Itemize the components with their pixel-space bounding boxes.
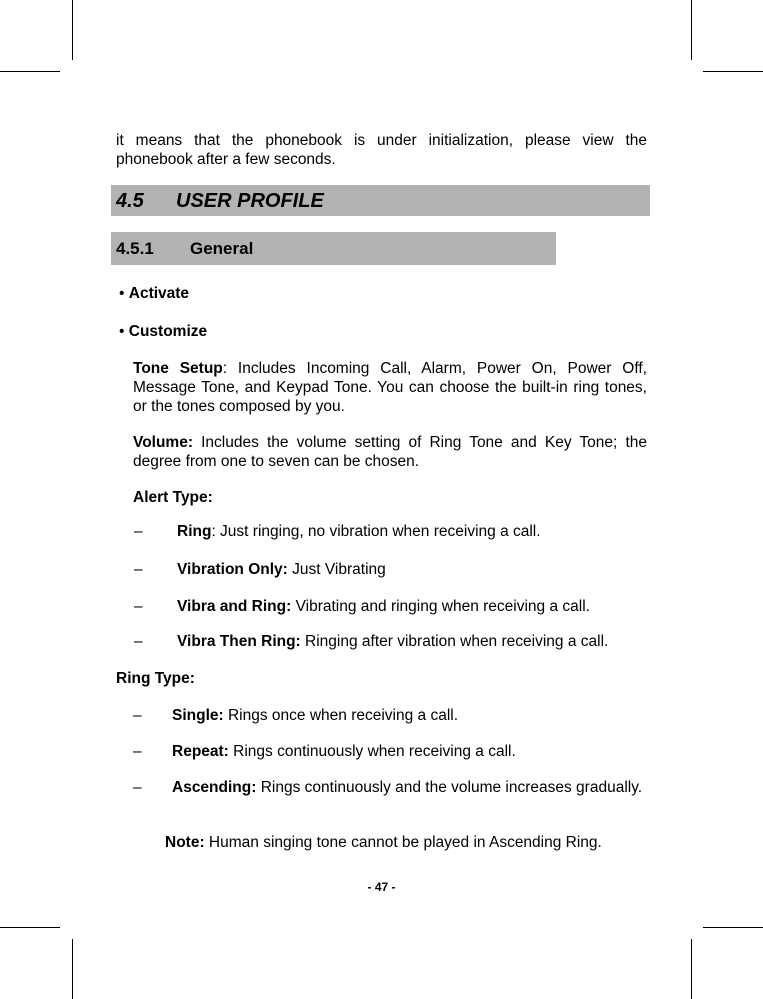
item-label: Ascending: [172,779,257,796]
crop-mark [0,927,60,928]
crop-mark [72,939,73,999]
item-text: Rings continuously and the volume increases gradually. [256,779,643,796]
intro-paragraph: it means that the phonebook is under initialization, please view the phonebook after a few seconds. [116,132,647,168]
dash-marker: – [134,561,143,578]
dash-marker: – [133,779,142,796]
bullet-label: Customize [128,323,208,340]
subsection-title: General [190,239,254,258]
item-label: Repeat: [172,743,229,760]
page-number: - 47 - [367,880,396,894]
crop-mark [0,71,60,72]
section-title: USER PROFILE [176,190,324,212]
volume-paragraph [133,433,647,471]
item-label: Single: [172,707,224,724]
crop-mark [691,939,692,999]
item-label: Vibra Then Ring: [177,633,301,650]
dash-marker: – [133,743,142,760]
item-text: Ringing after vibration when receiving a call. [300,633,609,650]
item-text: : Just ringing, no vibration when receiving a call. [211,523,541,540]
bullet-activate [119,284,189,303]
subsection-number: 4.5.1 [116,239,154,258]
item-label: Ring [177,523,212,540]
item-text: Just Vibrating [287,561,386,578]
note [165,833,602,852]
crop-mark [703,927,763,928]
bullet-customize [119,322,207,341]
tone-setup-paragraph [133,359,647,416]
bullet-label: Activate [128,285,190,302]
note-text: Human singing tone cannot be played in Ascending Ring. [204,834,602,851]
alert-type-heading: Alert Type: [133,489,213,506]
bullet-marker: • [119,323,125,340]
ring-type-heading: Ring Type: [116,670,195,687]
section-heading-4-5 [111,185,650,216]
volume-label: Volume: [133,434,193,451]
item-text: Vibrating and ringing when receiving a call. [291,598,590,615]
volume-text: Includes the volume setting of Ring Tone and Key Tone; the degree from one to seven can be chosen. [133,434,647,470]
crop-mark [72,0,73,60]
note-label: Note: [165,834,205,851]
dash-marker: – [134,598,143,615]
dash-marker: – [133,707,142,724]
item-text: Rings once when receiving a call. [223,707,459,724]
bullet-marker: • [119,285,125,302]
tone-setup-text: : Includes Incoming Call, Alarm, Power On, Power Off, Message Tone, and Keypad Tone. You can choose the built-in ring tones, or the tones composed by you. [133,360,647,415]
section-number: 4.5 [116,190,144,212]
crop-mark [703,71,763,72]
item-text: Rings continuously when receiving a call. [228,743,516,760]
crop-mark [691,0,692,60]
section-heading-4-5-1 [111,232,556,265]
item-label: Vibra and Ring: [177,598,292,615]
item-label: Vibration Only: [177,561,288,578]
tone-setup-label: Tone Setup [133,360,223,377]
dash-marker: – [134,633,143,650]
dash-marker: – [134,523,143,540]
